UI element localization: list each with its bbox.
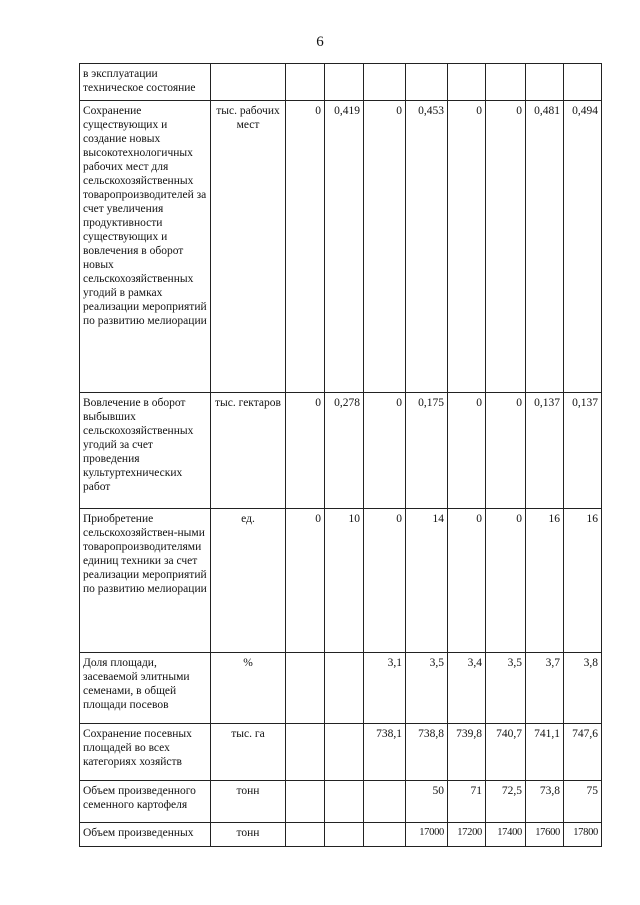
- value-cell: 3,4: [448, 653, 486, 724]
- value-cell: 0: [448, 509, 486, 653]
- value-cell: [406, 64, 448, 101]
- indicator-unit: тонн: [211, 823, 286, 847]
- value-cell: 0: [448, 101, 486, 393]
- value-cell: [286, 823, 325, 847]
- value-cell: 73,8: [526, 781, 564, 823]
- value-cell: 17800: [564, 823, 602, 847]
- value-cell: [364, 823, 406, 847]
- value-cell: 71: [448, 781, 486, 823]
- indicator-unit: тыс. га: [211, 724, 286, 781]
- indicator-unit: тыс. гектаров: [211, 393, 286, 509]
- value-cell: [364, 781, 406, 823]
- value-cell: 3,5: [406, 653, 448, 724]
- value-cell: 0: [486, 101, 526, 393]
- value-cell: 72,5: [486, 781, 526, 823]
- value-cell: 0,175: [406, 393, 448, 509]
- value-cell: [325, 781, 364, 823]
- value-cell: 17600: [526, 823, 564, 847]
- value-cell: [564, 64, 602, 101]
- table-row: [80, 823, 602, 847]
- value-cell: [325, 823, 364, 847]
- value-cell: [286, 64, 325, 101]
- value-cell: 3,1: [364, 653, 406, 724]
- value-cell: 3,8: [564, 653, 602, 724]
- value-cell: 738,1: [364, 724, 406, 781]
- value-cell: 739,8: [448, 724, 486, 781]
- table-row: [80, 64, 602, 101]
- indicator-unit: [211, 64, 286, 101]
- value-cell: 17200: [448, 823, 486, 847]
- indicator-name: Объем произведенных: [80, 823, 211, 847]
- indicator-unit: ед.: [211, 509, 286, 653]
- value-cell: 0,481: [526, 101, 564, 393]
- indicator-name: Сохранение посевных площадей во всех категориях хозяйств: [80, 724, 211, 781]
- value-cell: [286, 653, 325, 724]
- value-cell: 0,453: [406, 101, 448, 393]
- value-cell: 3,5: [486, 653, 526, 724]
- indicator-name: в эксплуатации техническое состояние: [80, 64, 211, 101]
- value-cell: 17400: [486, 823, 526, 847]
- value-cell: 738,8: [406, 724, 448, 781]
- indicator-unit: тонн: [211, 781, 286, 823]
- table-row: [80, 781, 602, 823]
- value-cell: 0: [364, 393, 406, 509]
- value-cell: 75: [564, 781, 602, 823]
- value-cell: 16: [564, 509, 602, 653]
- value-cell: 3,7: [526, 653, 564, 724]
- value-cell: 0: [486, 393, 526, 509]
- value-cell: 740,7: [486, 724, 526, 781]
- table-row: [80, 101, 602, 393]
- table-row: [80, 393, 602, 509]
- indicator-name: Сохранение существующих и создание новых высокотехнологичных рабочих мест для сельскохозяйственных товаропроизводителей за счет увеличения продуктивности существующих и вовлечения в оборот новых сельскохозяйственных угодий в рамках реализации мероприятий по развитию мелиорации: [80, 101, 211, 393]
- indicator-name: Доля площади, засеваемой элитными семенами, в общей площади посевов: [80, 653, 211, 724]
- value-cell: 17000: [406, 823, 448, 847]
- indicator-name: Приобретение сельскохозяйствен-ными товаропроизводителями единиц техники за счет реализации мероприятий по развитию мелиорации: [80, 509, 211, 653]
- value-cell: 0: [286, 101, 325, 393]
- value-cell: 0: [364, 101, 406, 393]
- value-cell: [325, 653, 364, 724]
- indicator-unit: %: [211, 653, 286, 724]
- value-cell: [486, 64, 526, 101]
- page-number: 6: [316, 34, 324, 50]
- indicator-name: Объем произведенного семенного картофеля: [80, 781, 211, 823]
- value-cell: 0: [286, 393, 325, 509]
- table-row: [80, 509, 602, 653]
- value-cell: [364, 64, 406, 101]
- value-cell: [325, 724, 364, 781]
- value-cell: 0,419: [325, 101, 364, 393]
- value-cell: [286, 781, 325, 823]
- value-cell: [286, 724, 325, 781]
- table-row: [80, 724, 602, 781]
- value-cell: 0: [286, 509, 325, 653]
- value-cell: [526, 64, 564, 101]
- value-cell: 0: [448, 393, 486, 509]
- indicator-unit: тыс. рабочих мест: [211, 101, 286, 393]
- value-cell: 0,137: [564, 393, 602, 509]
- value-cell: 16: [526, 509, 564, 653]
- indicators-table: [79, 63, 602, 847]
- value-cell: 14: [406, 509, 448, 653]
- table-row: [80, 653, 602, 724]
- value-cell: 10: [325, 509, 364, 653]
- value-cell: [448, 64, 486, 101]
- value-cell: 741,1: [526, 724, 564, 781]
- value-cell: 0,278: [325, 393, 364, 509]
- indicator-name: Вовлечение в оборот выбывших сельскохозяйственных угодий за счет проведения культуртехнических работ: [80, 393, 211, 509]
- value-cell: 0,494: [564, 101, 602, 393]
- value-cell: [325, 64, 364, 101]
- value-cell: 747,6: [564, 724, 602, 781]
- value-cell: 0: [364, 509, 406, 653]
- value-cell: 0: [486, 509, 526, 653]
- value-cell: 0,137: [526, 393, 564, 509]
- value-cell: 50: [406, 781, 448, 823]
